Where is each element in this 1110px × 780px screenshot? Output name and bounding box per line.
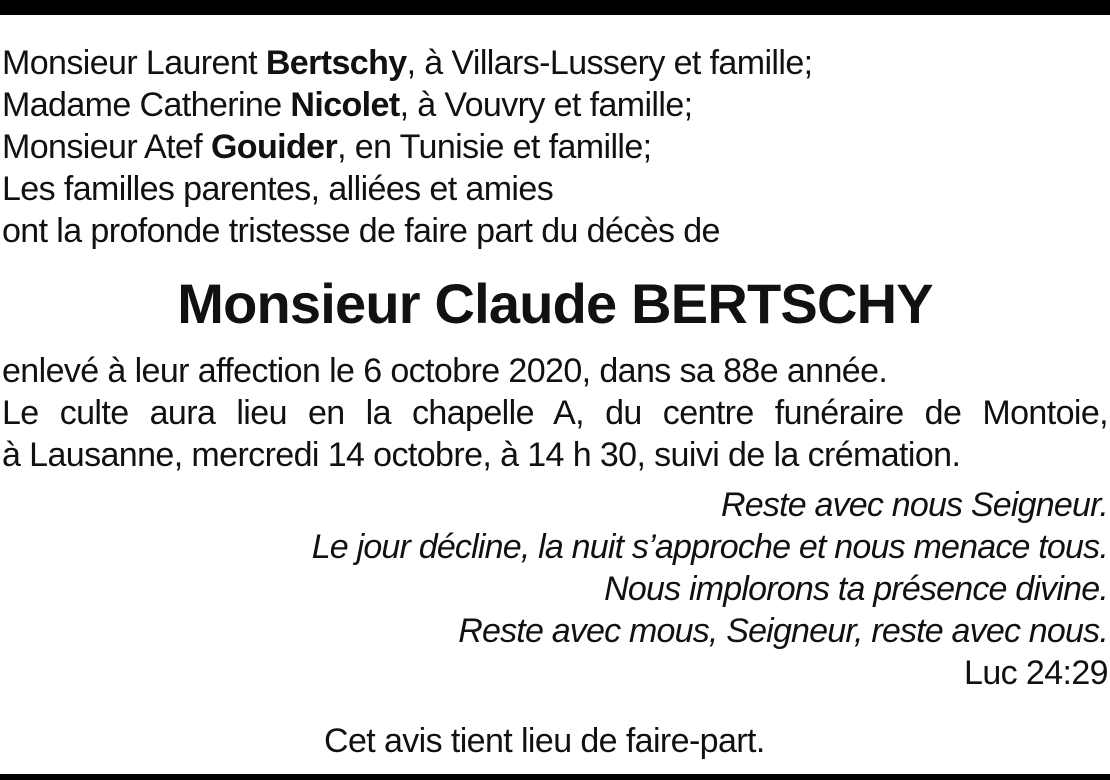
service-line-1: Le culte aura lieu en la chapelle A, du centre funéraire de Montoie, (2, 394, 1108, 432)
verse-line-2: Le jour décline, la nuit s’approche et nous menace tous. (311, 528, 1108, 566)
mourner-line-3 (2, 126, 1108, 168)
scripture-verse (2, 484, 1108, 694)
verse-line-4: Reste avec mous, Seigneur, reste avec nous. (458, 612, 1108, 650)
mourner-suffix: , à Vouvry et famille; (399, 86, 693, 124)
mourner-surname: Gouider (210, 128, 338, 166)
mourner-surname: Bertschy (265, 44, 407, 82)
verse-line-3: Nous implorons ta présence divine. (604, 570, 1108, 608)
bottom-border-rule (0, 774, 1110, 780)
announcement-line: ont la profonde tristesse de faire part du décès de (2, 212, 720, 250)
mourner-suffix: , à Villars-Lussery et famille; (406, 44, 813, 82)
mourner-line-1 (2, 42, 1108, 84)
mourner-surname: Nicolet (290, 86, 400, 124)
death-notice (2, 42, 1108, 762)
mourner-line-2 (2, 84, 1108, 126)
mourner-prefix: Monsieur Atef (2, 128, 211, 166)
death-date-line: enlevé à leur affection le 6 octobre 2020, dans sa 88e année. (2, 352, 888, 390)
mourner-suffix: , en Tunisie et famille; (337, 128, 652, 166)
mourner-prefix: Monsieur Laurent (2, 44, 266, 82)
footer-note: Cet avis tient lieu de faire-part. (324, 722, 765, 760)
families-line: Les familles parentes, alliées et amies (2, 170, 554, 208)
verse-line-1: Reste avec nous Seigneur. (721, 486, 1108, 524)
top-border-rule (0, 0, 1110, 15)
deceased-name-heading: Monsieur Claude BERTSCHY (177, 272, 933, 335)
verse-reference: Luc 24:29 (964, 654, 1108, 692)
service-line-2: à Lausanne, mercredi 14 octobre, à 14 h 30, suivi de la crémation. (2, 436, 961, 474)
mourner-prefix: Madame Catherine (2, 86, 291, 124)
